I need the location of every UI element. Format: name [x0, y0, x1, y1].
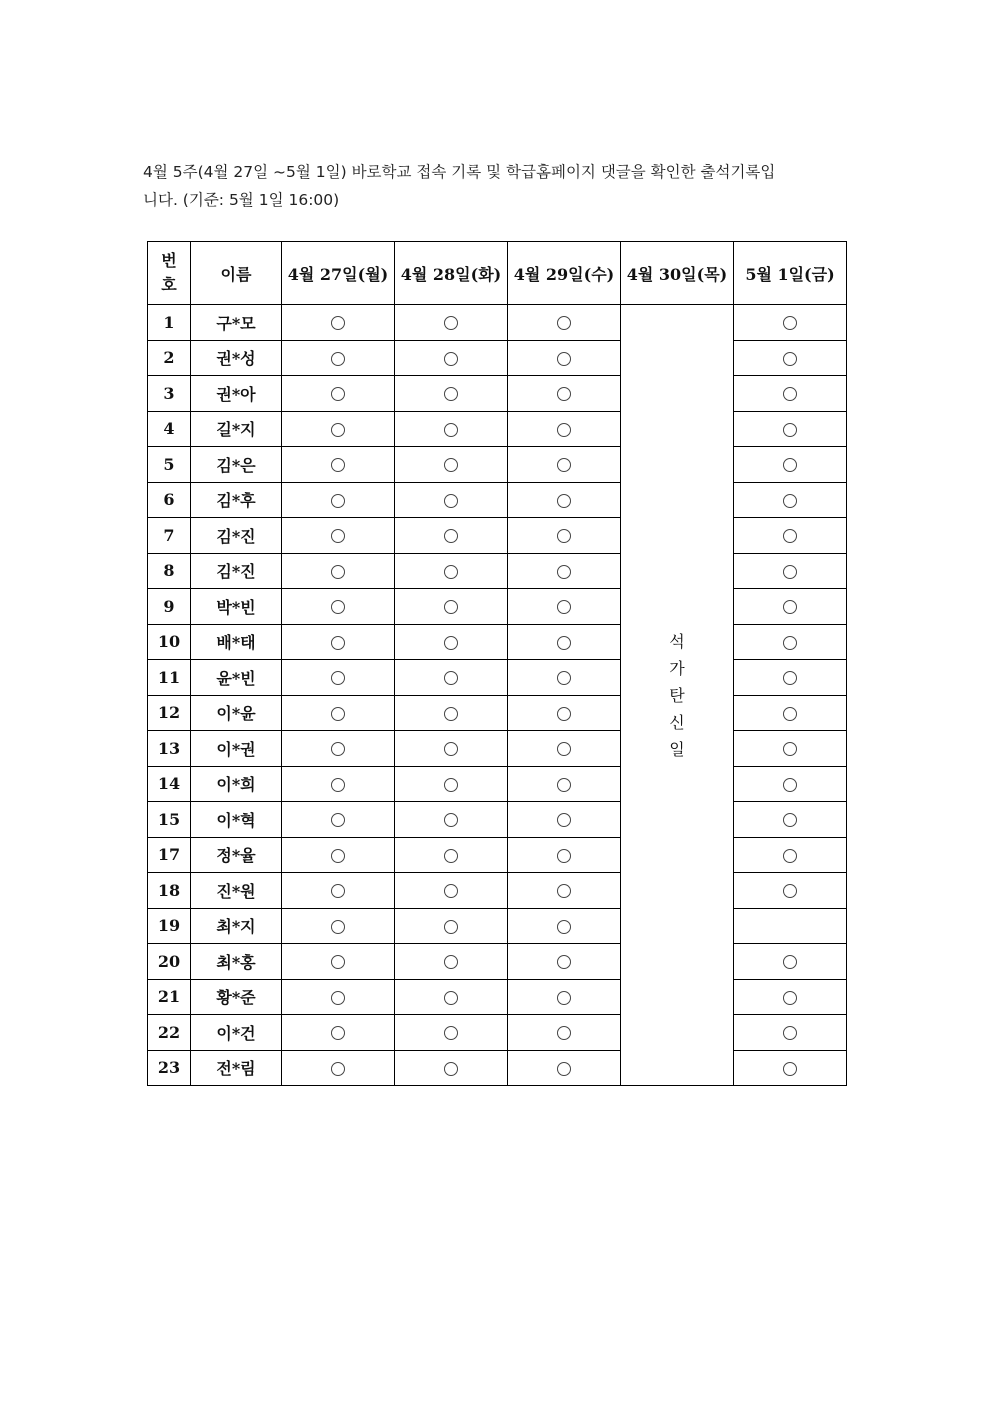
circle-mark-icon [444, 565, 458, 579]
circle-mark-icon [331, 423, 345, 437]
row-number: 6 [148, 482, 191, 518]
table-row [148, 660, 847, 696]
attendance-table [147, 241, 847, 1086]
circle-mark-icon [783, 813, 797, 827]
attendance-cell-day-2 [395, 589, 508, 625]
header-number-bottom: 호 [161, 275, 177, 294]
circle-mark-icon [557, 849, 571, 863]
table-row [148, 944, 847, 980]
circle-mark-icon [557, 778, 571, 792]
circle-mark-icon [444, 920, 458, 934]
attendance-cell-day-5 [734, 908, 847, 944]
circle-mark-icon [331, 920, 345, 934]
holiday-char: 석 [669, 631, 685, 651]
table-row [148, 1015, 847, 1051]
attendance-cell-day-5 [734, 411, 847, 447]
attendance-cell-day-5 [734, 340, 847, 376]
row-number: 12 [148, 695, 191, 731]
circle-mark-icon [331, 529, 345, 543]
circle-mark-icon [444, 813, 458, 827]
circle-mark-icon [331, 671, 345, 685]
circle-mark-icon [783, 352, 797, 366]
table-row [148, 837, 847, 873]
attendance-cell-day-3 [508, 1015, 621, 1051]
attendance-cell-day-5 [734, 837, 847, 873]
table-row [148, 447, 847, 483]
attendance-cell-day-5 [734, 1050, 847, 1086]
student-name: 윤*빈 [191, 660, 282, 696]
attendance-cell-day-2 [395, 837, 508, 873]
student-name: 전*림 [191, 1050, 282, 1086]
attendance-cell-day-1 [282, 447, 395, 483]
circle-mark-icon [331, 742, 345, 756]
table-row [148, 589, 847, 625]
circle-mark-icon [783, 991, 797, 1005]
attendance-cell-day-1 [282, 376, 395, 412]
student-name: 권*아 [191, 376, 282, 412]
attendance-cell-day-5 [734, 731, 847, 767]
student-name: 이*혁 [191, 802, 282, 838]
row-number: 3 [148, 376, 191, 412]
circle-mark-icon [331, 565, 345, 579]
student-name: 김*진 [191, 518, 282, 554]
circle-mark-icon [331, 316, 345, 330]
intro-line-2: 니다. (기준: 5월 1일 16:00) [143, 191, 340, 209]
student-name: 진*원 [191, 873, 282, 909]
circle-mark-icon [444, 1062, 458, 1076]
attendance-cell-day-1 [282, 1015, 395, 1051]
row-number: 9 [148, 589, 191, 625]
circle-mark-icon [557, 565, 571, 579]
attendance-cell-day-2 [395, 1050, 508, 1086]
attendance-cell-day-1 [282, 731, 395, 767]
attendance-cell-day-3 [508, 695, 621, 731]
attendance-cell-day-3 [508, 447, 621, 483]
circle-mark-icon [557, 529, 571, 543]
row-number: 5 [148, 447, 191, 483]
circle-mark-icon [783, 707, 797, 721]
circle-mark-icon [444, 1026, 458, 1040]
attendance-cell-day-3 [508, 660, 621, 696]
circle-mark-icon [557, 636, 571, 650]
header-day-5: 5월 1일(금) [734, 242, 847, 305]
circle-mark-icon [783, 636, 797, 650]
row-number: 23 [148, 1050, 191, 1086]
circle-mark-icon [783, 316, 797, 330]
attendance-cell-day-3 [508, 376, 621, 412]
circle-mark-icon [444, 778, 458, 792]
header-name: 이름 [191, 242, 282, 305]
attendance-cell-day-2 [395, 411, 508, 447]
student-name: 이*건 [191, 1015, 282, 1051]
header-number [148, 242, 191, 305]
student-name: 정*율 [191, 837, 282, 873]
student-name: 이*권 [191, 731, 282, 767]
student-name: 황*준 [191, 979, 282, 1015]
attendance-cell-day-5 [734, 482, 847, 518]
attendance-cell-day-1 [282, 518, 395, 554]
attendance-cell-day-5 [734, 660, 847, 696]
attendance-cell-day-5 [734, 553, 847, 589]
circle-mark-icon [331, 636, 345, 650]
circle-mark-icon [783, 778, 797, 792]
row-number: 13 [148, 731, 191, 767]
student-name: 최*지 [191, 908, 282, 944]
circle-mark-icon [444, 316, 458, 330]
student-name: 박*빈 [191, 589, 282, 625]
circle-mark-icon [783, 529, 797, 543]
circle-mark-icon [557, 352, 571, 366]
attendance-cell-day-3 [508, 837, 621, 873]
attendance-cell-day-2 [395, 908, 508, 944]
table-row [148, 731, 847, 767]
attendance-cell-day-3 [508, 944, 621, 980]
circle-mark-icon [557, 494, 571, 508]
row-number: 21 [148, 979, 191, 1015]
header-day-3: 4월 29일(수) [508, 242, 621, 305]
attendance-cell-day-5 [734, 305, 847, 341]
attendance-cell-day-1 [282, 944, 395, 980]
attendance-cell-day-2 [395, 944, 508, 980]
circle-mark-icon [557, 955, 571, 969]
circle-mark-icon [331, 955, 345, 969]
attendance-cell-day-1 [282, 802, 395, 838]
attendance-cell-day-1 [282, 553, 395, 589]
table-row [148, 482, 847, 518]
circle-mark-icon [444, 955, 458, 969]
attendance-cell-day-2 [395, 695, 508, 731]
table-row [148, 553, 847, 589]
attendance-cell-day-1 [282, 411, 395, 447]
table-row [148, 908, 847, 944]
attendance-cell-day-3 [508, 340, 621, 376]
circle-mark-icon [444, 387, 458, 401]
holiday-label [621, 628, 733, 763]
row-number: 22 [148, 1015, 191, 1051]
row-number: 14 [148, 766, 191, 802]
circle-mark-icon [557, 742, 571, 756]
attendance-cell-day-2 [395, 660, 508, 696]
circle-mark-icon [444, 707, 458, 721]
attendance-cell-day-3 [508, 979, 621, 1015]
attendance-cell-day-5 [734, 518, 847, 554]
attendance-cell-day-1 [282, 624, 395, 660]
attendance-cell-day-2 [395, 518, 508, 554]
attendance-cell-day-1 [282, 908, 395, 944]
attendance-cell-day-1 [282, 766, 395, 802]
header-day-1: 4월 27일(월) [282, 242, 395, 305]
table-row [148, 1050, 847, 1086]
attendance-cell-day-1 [282, 589, 395, 625]
attendance-cell-day-2 [395, 624, 508, 660]
attendance-cell-day-3 [508, 553, 621, 589]
circle-mark-icon [331, 707, 345, 721]
row-number: 4 [148, 411, 191, 447]
table-row [148, 802, 847, 838]
attendance-cell-day-2 [395, 1015, 508, 1051]
circle-mark-icon [444, 671, 458, 685]
attendance-cell-day-5 [734, 376, 847, 412]
circle-mark-icon [444, 458, 458, 472]
attendance-cell-day-3 [508, 518, 621, 554]
table-row [148, 305, 847, 341]
circle-mark-icon [783, 565, 797, 579]
header-day-4: 4월 30일(목) [621, 242, 734, 305]
circle-mark-icon [331, 1062, 345, 1076]
attendance-cell-day-2 [395, 873, 508, 909]
attendance-cell-day-5 [734, 979, 847, 1015]
attendance-cell-day-3 [508, 766, 621, 802]
circle-mark-icon [444, 529, 458, 543]
intro-line-1: 4월 5주(4월 27일 ~5월 1일) 바로학교 접속 기록 및 학급홈페이지 댓글을 확인한 출석기록입 [143, 163, 776, 181]
circle-mark-icon [557, 387, 571, 401]
attendance-cell-day-1 [282, 873, 395, 909]
circle-mark-icon [783, 1026, 797, 1040]
circle-mark-icon [444, 849, 458, 863]
attendance-cell-day-3 [508, 908, 621, 944]
attendance-cell-day-2 [395, 802, 508, 838]
circle-mark-icon [331, 494, 345, 508]
student-name: 김*후 [191, 482, 282, 518]
attendance-cell-day-5 [734, 766, 847, 802]
attendance-cell-day-2 [395, 731, 508, 767]
circle-mark-icon [331, 458, 345, 472]
row-number: 20 [148, 944, 191, 980]
attendance-cell-day-3 [508, 482, 621, 518]
attendance-cell-day-5 [734, 802, 847, 838]
circle-mark-icon [557, 813, 571, 827]
attendance-cell-day-2 [395, 447, 508, 483]
attendance-cell-day-2 [395, 305, 508, 341]
circle-mark-icon [444, 352, 458, 366]
table-row [148, 873, 847, 909]
attendance-cell-day-1 [282, 837, 395, 873]
row-number: 7 [148, 518, 191, 554]
circle-mark-icon [331, 884, 345, 898]
table-row [148, 411, 847, 447]
attendance-cell-day-2 [395, 766, 508, 802]
attendance-cell-day-1 [282, 1050, 395, 1086]
circle-mark-icon [444, 742, 458, 756]
attendance-cell-day-3 [508, 802, 621, 838]
circle-mark-icon [331, 387, 345, 401]
circle-mark-icon [783, 458, 797, 472]
circle-mark-icon [331, 352, 345, 366]
attendance-cell-day-3 [508, 305, 621, 341]
attendance-cell-day-1 [282, 695, 395, 731]
student-name: 권*성 [191, 340, 282, 376]
holiday-char: 일 [669, 739, 685, 759]
circle-mark-icon [783, 955, 797, 969]
intro-paragraph [143, 158, 851, 214]
table-row [148, 695, 847, 731]
table-row [148, 376, 847, 412]
attendance-cell-day-2 [395, 340, 508, 376]
circle-mark-icon [444, 636, 458, 650]
row-number: 15 [148, 802, 191, 838]
header-number-top: 번 [161, 251, 177, 270]
row-number: 10 [148, 624, 191, 660]
circle-mark-icon [783, 494, 797, 508]
attendance-cell-day-3 [508, 624, 621, 660]
attendance-cell-day-5 [734, 1015, 847, 1051]
student-name: 최*홍 [191, 944, 282, 980]
row-number: 11 [148, 660, 191, 696]
attendance-cell-day-3 [508, 1050, 621, 1086]
attendance-cell-day-5 [734, 589, 847, 625]
row-number: 1 [148, 305, 191, 341]
attendance-cell-day-5 [734, 447, 847, 483]
attendance-cell-day-2 [395, 482, 508, 518]
attendance-cell-day-5 [734, 944, 847, 980]
circle-mark-icon [444, 884, 458, 898]
circle-mark-icon [557, 991, 571, 1005]
circle-mark-icon [331, 600, 345, 614]
attendance-cell-day-3 [508, 731, 621, 767]
circle-mark-icon [783, 387, 797, 401]
circle-mark-icon [783, 1062, 797, 1076]
table-row [148, 624, 847, 660]
row-number: 19 [148, 908, 191, 944]
attendance-cell-day-3 [508, 873, 621, 909]
attendance-cell-day-1 [282, 482, 395, 518]
attendance-cell-day-2 [395, 376, 508, 412]
table-row [148, 518, 847, 554]
row-number: 17 [148, 837, 191, 873]
attendance-cell-day-3 [508, 411, 621, 447]
circle-mark-icon [444, 600, 458, 614]
attendance-cell-day-1 [282, 305, 395, 341]
attendance-cell-day-1 [282, 979, 395, 1015]
circle-mark-icon [557, 707, 571, 721]
holiday-char: 가 [669, 658, 685, 678]
circle-mark-icon [557, 920, 571, 934]
student-name: 김*진 [191, 553, 282, 589]
circle-mark-icon [331, 1026, 345, 1040]
student-name: 이*윤 [191, 695, 282, 731]
attendance-cell-day-2 [395, 553, 508, 589]
student-name: 이*희 [191, 766, 282, 802]
circle-mark-icon [331, 813, 345, 827]
circle-mark-icon [557, 671, 571, 685]
circle-mark-icon [783, 849, 797, 863]
holiday-cell [621, 305, 734, 1086]
circle-mark-icon [557, 1026, 571, 1040]
table-row [148, 979, 847, 1015]
attendance-cell-day-5 [734, 873, 847, 909]
circle-mark-icon [557, 1062, 571, 1076]
circle-mark-icon [783, 423, 797, 437]
circle-mark-icon [783, 600, 797, 614]
header-row [148, 242, 847, 305]
holiday-char: 탄 [669, 685, 685, 705]
attendance-cell-day-1 [282, 660, 395, 696]
attendance-cell-day-3 [508, 589, 621, 625]
student-name: 구*모 [191, 305, 282, 341]
row-number: 2 [148, 340, 191, 376]
circle-mark-icon [444, 423, 458, 437]
student-name: 배*태 [191, 624, 282, 660]
circle-mark-icon [331, 849, 345, 863]
circle-mark-icon [331, 778, 345, 792]
table-body [148, 305, 847, 1086]
holiday-char: 신 [669, 712, 685, 732]
table-row [148, 340, 847, 376]
header-day-2: 4월 28일(화) [395, 242, 508, 305]
row-number: 8 [148, 553, 191, 589]
attendance-cell-day-2 [395, 979, 508, 1015]
student-name: 길*지 [191, 411, 282, 447]
circle-mark-icon [557, 316, 571, 330]
circle-mark-icon [557, 458, 571, 472]
circle-mark-icon [783, 884, 797, 898]
circle-mark-icon [557, 884, 571, 898]
attendance-cell-day-5 [734, 624, 847, 660]
attendance-cell-day-1 [282, 340, 395, 376]
row-number: 18 [148, 873, 191, 909]
circle-mark-icon [444, 494, 458, 508]
circle-mark-icon [331, 991, 345, 1005]
circle-mark-icon [444, 991, 458, 1005]
circle-mark-icon [557, 600, 571, 614]
circle-mark-icon [557, 423, 571, 437]
circle-mark-icon [783, 671, 797, 685]
student-name: 김*은 [191, 447, 282, 483]
table-row [148, 766, 847, 802]
attendance-cell-day-5 [734, 695, 847, 731]
circle-mark-icon [783, 742, 797, 756]
